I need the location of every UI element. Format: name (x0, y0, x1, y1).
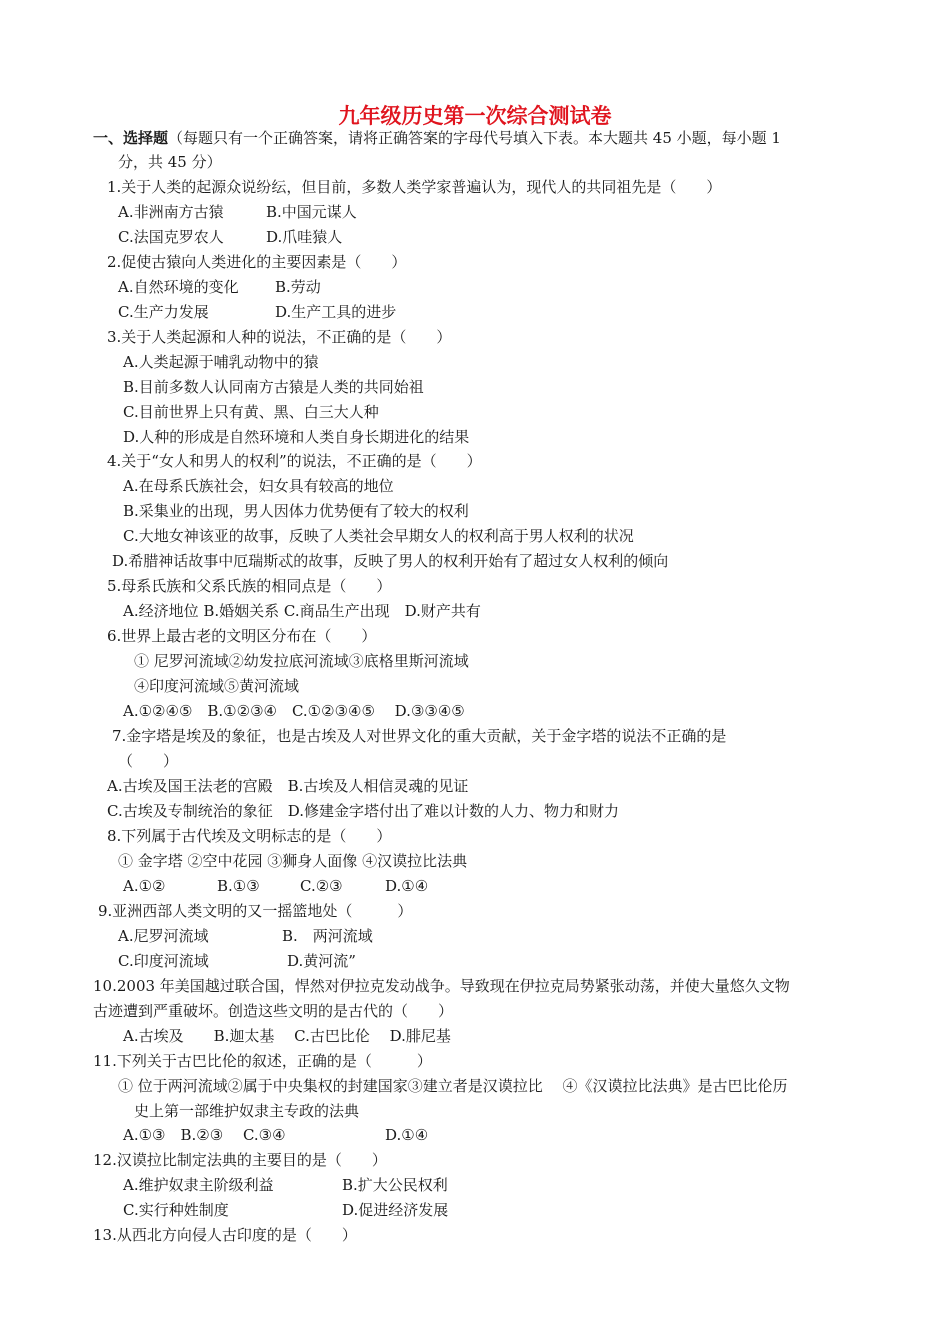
question-1-option-a: A.非洲南方古猿 (118, 203, 224, 221)
question-4-option-a: A.在母系氏族社会，妇女具有较高的地位 (123, 477, 394, 495)
section-heading-line (93, 128, 781, 148)
question-1-option-c: C.法国克罗农人 (118, 228, 224, 246)
section-heading: 一、选择题 (93, 129, 169, 147)
section-instruction: （每题只有一个正确答案，请将正确答案的字母代号填入下表。本大题共 45 小题，每小题 1 (168, 129, 781, 147)
question-4-option-b: B.采集业的出现，男人因体力优势便有了较大的权利 (123, 502, 469, 520)
question-13-stem: 13.从西北方向侵人古印度的是（ ） (93, 1226, 357, 1244)
question-4-option-c: C.大地女神该亚的故事，反映了人类社会早期女人的权利高于男人权利的状况 (123, 527, 634, 545)
question-9-option-d: D.黄河流” (287, 952, 356, 970)
question-3-option-d: D.人种的形成是自然环境和人类自身长期进化的结果 (123, 428, 470, 446)
question-11-options-abc: A.①③ B.②③ C.③④ (123, 1126, 286, 1144)
question-6-stem: 6.世界上最古老的文明区分布在（ ） (107, 627, 377, 645)
question-3-option-a: A.人类起源于哺乳动物中的猿 (123, 353, 319, 371)
question-2-stem: 2.促使古猿向人类进化的主要因素是（ ） (107, 253, 407, 271)
question-11-items-2: 史上第一部维护奴隶主专政的法典 (134, 1102, 360, 1120)
question-7-options-ab: A.古埃及国王法老的宫殿 B.古埃及人相信灵魂的见证 (107, 777, 469, 795)
question-4-option-d: D.希腊神话故事中厄瑞斯忒的故事，反映了男人的权利开始有了超过女人权利的倾向 (112, 552, 669, 570)
exam-title: 九年级历史第一次综合测试卷 (338, 104, 612, 128)
question-9-stem: 9.亚洲西部人类文明的又一摇篮地处（ ） (98, 902, 413, 920)
question-10-stem-2: 古迹遭到严重破坏。创造这些文明的是古代的（ ） (93, 1002, 454, 1020)
question-1-option-d: D.爪哇猿人 (266, 228, 343, 246)
question-6-items-1: ① 尼罗河流域②幼发拉底河流域③底格里斯河流域 (134, 652, 469, 670)
question-11-option-d: D.①④ (385, 1126, 429, 1144)
question-5-options: A.经济地位 B.婚姻关系 C.商品生产出现 D.财产共有 (123, 602, 481, 620)
question-8-option-b: B.①③ (217, 877, 260, 895)
question-8-option-d: D.①④ (385, 877, 429, 895)
question-8-option-c: C.②③ (300, 877, 343, 895)
question-9-option-a: A.尼罗河流域 (118, 927, 209, 945)
question-9-option-c: C.印度河流域 (118, 952, 209, 970)
question-3-option-b: B.目前多数人认同南方古猿是人类的共同始祖 (123, 378, 424, 396)
question-10-options: A.古埃及 B.迦太基 C.古巴比伦 D.腓尼基 (123, 1027, 451, 1045)
section-instruction-cont: 分，共 45 分） (118, 153, 222, 171)
question-7-paren: （ ） (118, 752, 179, 770)
question-7-options-cd: C.古埃及专制统治的象征 D.修建金字塔付出了难以计数的人力、物力和财力 (107, 802, 619, 820)
question-1-option-b: B.中国元谋人 (266, 203, 357, 221)
question-9-option-b: B. 两河流域 (282, 927, 373, 945)
question-8-items: ① 金字塔 ②空中花园 ③狮身人面像 ④汉谟拉比法典 (118, 852, 468, 870)
question-12-stem: 12.汉谟拉比制定法典的主要目的是（ ） (93, 1151, 387, 1169)
question-11-stem: 11.下列关于古巴比伦的叙述，正确的是（ ） (93, 1052, 432, 1070)
question-5-stem: 5.母系氏族和父系氏族的相同点是（ ） (107, 577, 392, 595)
question-2-option-d: D.生产工具的进步 (275, 303, 397, 321)
question-3-stem: 3.关于人类起源和人种的说法，不正确的是（ ） (107, 328, 452, 346)
question-12-option-d: D.促进经济发展 (342, 1201, 449, 1219)
question-11-items-1: ① 位于两河流域②属于中央集权的封建国家③建立者是汉谟拉比 ④《汉谟拉比法典》是古巴比伦历 (118, 1077, 788, 1095)
question-2-option-b: B.劳动 (275, 278, 321, 296)
question-2-option-a: A.自然环境的变化 (118, 278, 239, 296)
question-1-stem: 1.关于人类的起源众说纷纭，但目前，多数人类学家普遍认为，现代人的共同祖先是（ ） (107, 178, 722, 196)
question-4-stem: 4.关于“女人和男人的权利”的说法，不正确的是（ ） (107, 452, 482, 470)
question-12-option-a: A.维护奴隶主阶级利益 (123, 1176, 274, 1194)
question-12-option-b: B.扩大公民权利 (342, 1176, 448, 1194)
question-6-options: A.①②④⑤ B.①②③④ C.①②③④⑤ D.③③④⑤ (123, 702, 465, 720)
question-2-option-c: C.生产力发展 (118, 303, 209, 321)
question-12-option-c: C.实行种姓制度 (123, 1201, 229, 1219)
question-3-option-c: C.目前世界上只有黄、黑、白三大人种 (123, 403, 379, 421)
question-8-stem: 8.下列属于古代埃及文明标志的是（ ） (107, 827, 392, 845)
question-8-option-a: A.①② (123, 877, 166, 895)
question-10-stem-1: 10.2003 年美国越过联合国，悍然对伊拉克发动战争。导致现在伊拉克局势紧张动荡，并使大量悠久文物 (93, 977, 790, 995)
question-6-items-2: ④印度河流域⑤黄河流域 (134, 677, 300, 695)
question-7-stem: 7.金字塔是埃及的象征，也是古埃及人对世界文化的重大贡献，关于金字塔的说法不正确的是 (112, 727, 727, 745)
